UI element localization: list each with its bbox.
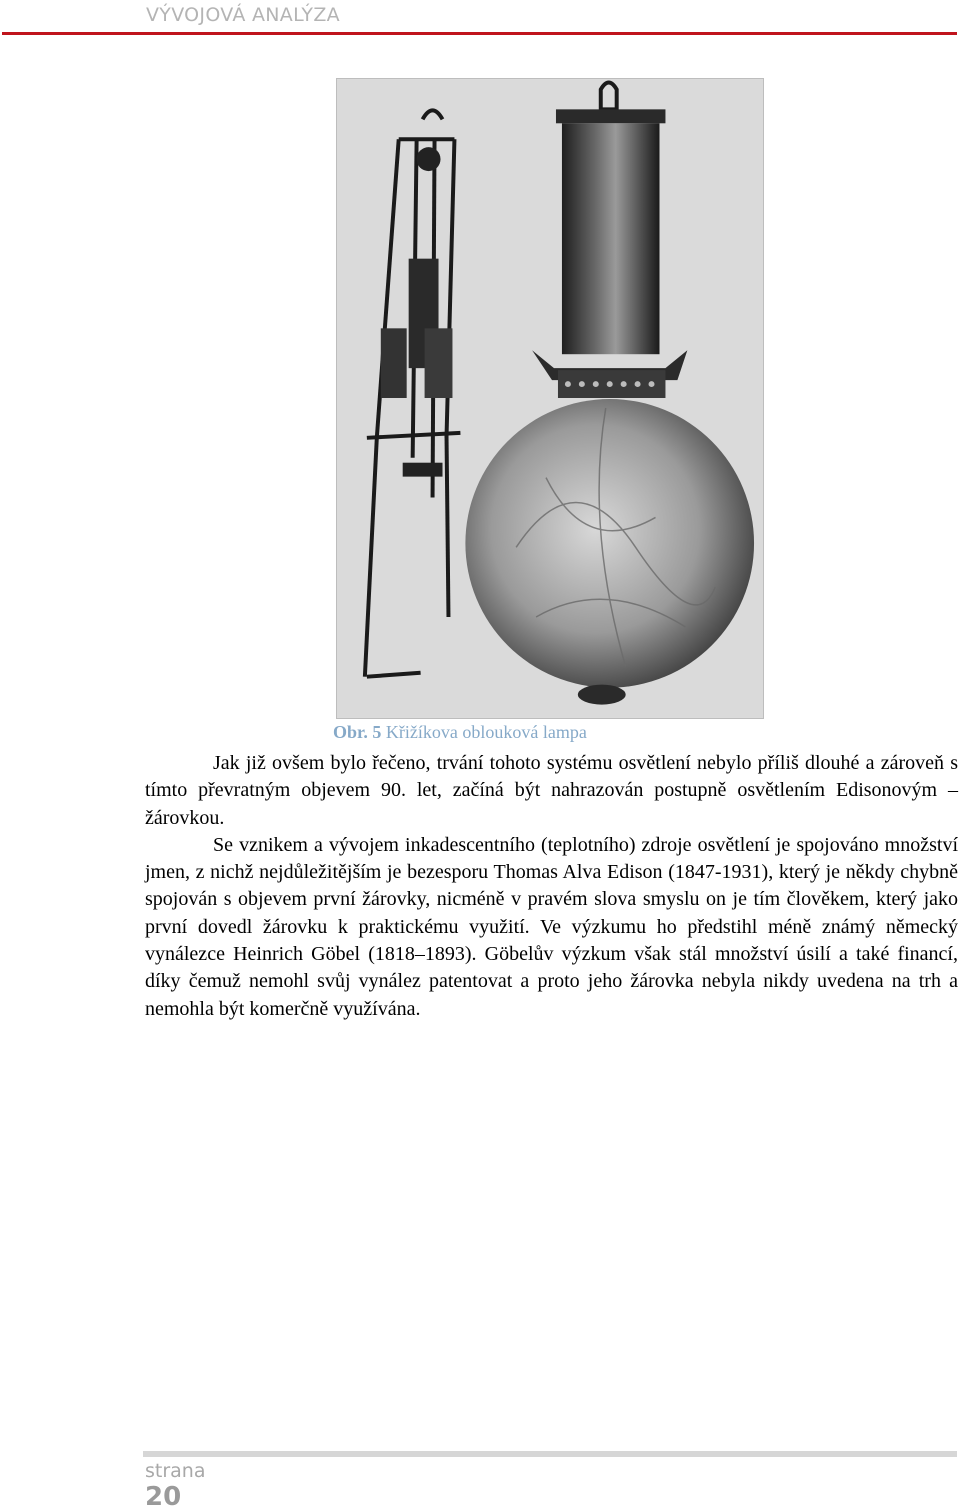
page-label: strana [145, 1460, 206, 1482]
page-header-title: VÝVOJOVÁ ANALÝZA [146, 4, 340, 26]
caption-text: Křižíkova oblouková lampa [385, 722, 587, 742]
caption-label: Obr. [333, 722, 368, 742]
figure-arc-lamp-image [336, 78, 764, 719]
arc-lamp-illustration [337, 79, 763, 718]
paragraph: Jak již ovšem bylo řečeno, trvání tohoto systému osvětlení nebylo příliš dlouhé a zároveň s tímto převratným objevem 90. let, začíná být nahrazován postupně osvětlením Edisonovým – žárovkou. [145, 752, 958, 829]
body-text [145, 750, 958, 1023]
caption-number: 5 [372, 722, 382, 742]
paragraph: Se vznikem a vývojem inkadescentního (teplotního) zdroje osvětlení je spojováno množství jmen, z nichž nejdůležitějším je bezesporu Thomas Alva Edison (1847-1931), který je někdy chybně spojován s objevem první žárovky, nicméně v pravém slova smyslu on je tím člověkem, který jako první dovedl žárovku k praktickému využití. Ve výzkumu ho předstihl méně známý německý vynálezce Heinrich Göbel (1818–1893). Göbelův výzkum však stál množství úsilí a také financí, díky čemuž nemohl svůj vynález patentovat a proto jeho žárovka nebyla nikdy uvedena na trh a nemohla být komerčně využívána. [145, 833, 958, 1020]
figure-caption [333, 722, 587, 743]
header-divider [2, 32, 957, 35]
page-number: 20 [145, 1482, 182, 1512]
footer-divider [143, 1451, 957, 1457]
